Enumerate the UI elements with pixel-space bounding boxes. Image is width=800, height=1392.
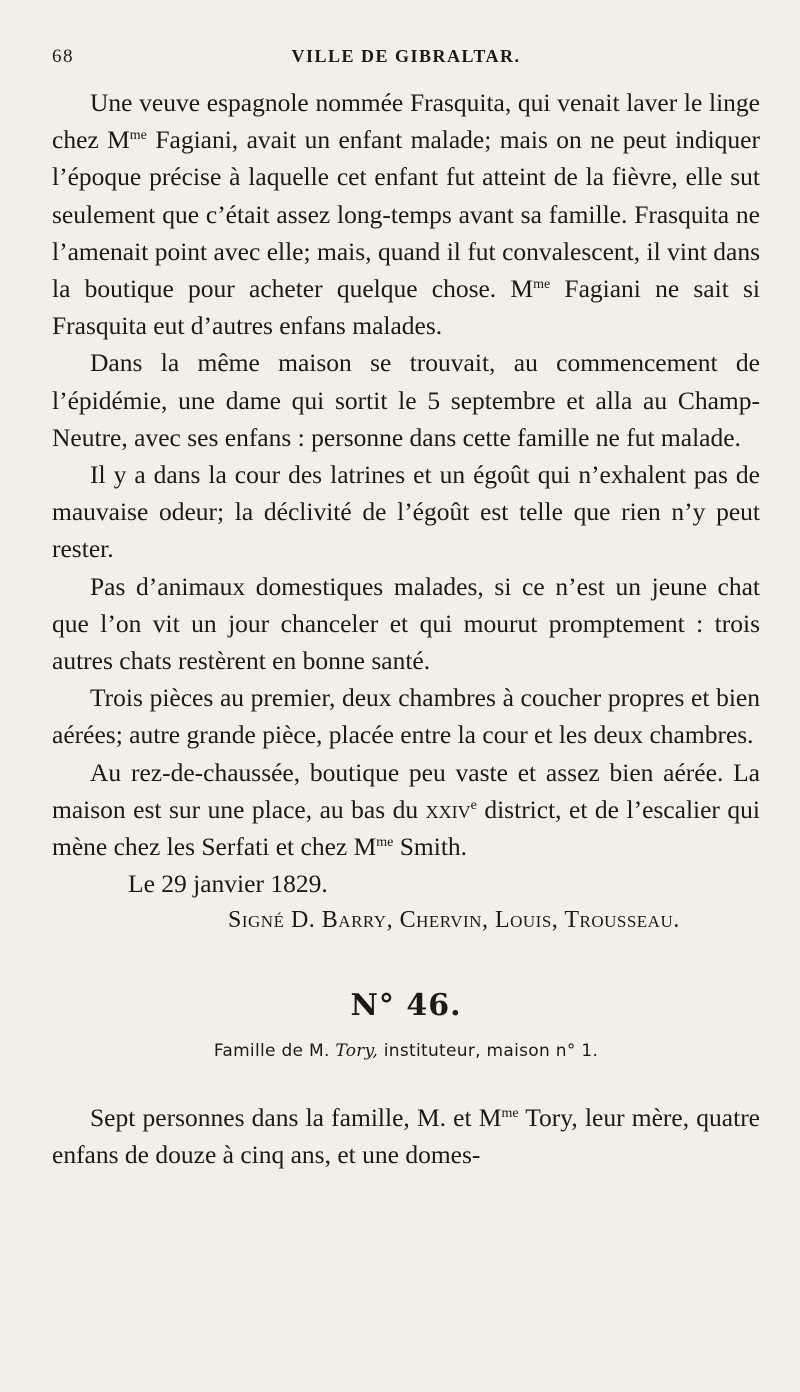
paragraph-latrines: Il y a dans la cour des latrines et un égoût qui n’exhalent pas de mauvaise odeur; la déclivité de l’égoût est telle que rien n’y peut rester. (52, 460, 760, 564)
section-heading: N° 46. (350, 987, 462, 1023)
body-text (52, 84, 760, 940)
roman-numeral: xxiv (425, 794, 471, 824)
section-subtitle (52, 1041, 760, 1061)
signature-line: Signé D. Barry, Chervin, Louis, Trousseau. (228, 907, 680, 934)
paragraph-rooms: Trois pièces au premier, deux chambres à coucher propres et bien aérées; autre grande pièce, placée entre la cour et les deux chambres. (52, 683, 760, 750)
text-span: Fagiani ne sait si Frasquita eut d’autres enfans malades. (52, 274, 761, 341)
superscript: me (501, 1105, 519, 1121)
text-span: Smith. (393, 832, 468, 862)
text-span: Fagiani, avait un enfant malade; mais on ne peut indiquer l’époque précise à laquelle cet enfant fut atteint de la fièvre, elle sut seulement que c’était assez long-temps avant sa famille. Frasquita ne l’amenait point avec elle; mais, quand il fut convalescent, il vint dans la boutique pour acheter quelque chose. M (52, 125, 760, 304)
text-span: Une veuve espagnole nommée Frasquita, qui venait laver le linge chez M (52, 88, 760, 155)
book-page (0, 46, 800, 1392)
family-name: Tory, (335, 1040, 379, 1061)
text-span: Au rez-de-chaussée, boutique peu vaste et assez bien aérée. La maison est sur une place, au bas du (52, 757, 760, 824)
superscript: me (129, 128, 147, 144)
date-line: Le 29 janvier 1829. (128, 869, 328, 899)
text-span: Famille de M. (213, 1040, 336, 1061)
paragraph-tory-family (52, 1099, 760, 1173)
text-span: Sept personnes dans la famille, M. et M (90, 1102, 502, 1132)
paragraph-same-house: Dans la même maison se trouvait, au commencement de l’épidémie, une dame qui sortit le 5 septembre et alla au Champ-Neutre, avec ses enfans : personne dans cette famille ne fut malade. (52, 348, 760, 452)
page-number: 68 (52, 46, 74, 67)
running-head (52, 46, 760, 72)
running-title: VILLE DE GIBRALTAR. (291, 46, 521, 66)
text-span: Tory, leur mère, quatre enfans de douze à cinq ans, et une domes- (52, 1102, 761, 1169)
superscript: me (376, 835, 394, 851)
text-span: instituteur, maison n° 1. (378, 1040, 599, 1061)
text-span: district, et de l’escalier qui mène chez les Serfati et chez M (52, 794, 761, 862)
superscript: me (533, 277, 551, 293)
paragraph-ground-floor (52, 754, 760, 866)
superscript: e (470, 797, 477, 813)
paragraph-animals: Pas d’animaux domestiques malades, si ce n’est un jeune chat que l’on vit un jour chanceler et qui mourut promptement : trois autres chats restèrent en bonne santé. (52, 571, 760, 676)
body-text-continued (52, 1099, 760, 1173)
paragraph-frasquita (52, 84, 760, 344)
